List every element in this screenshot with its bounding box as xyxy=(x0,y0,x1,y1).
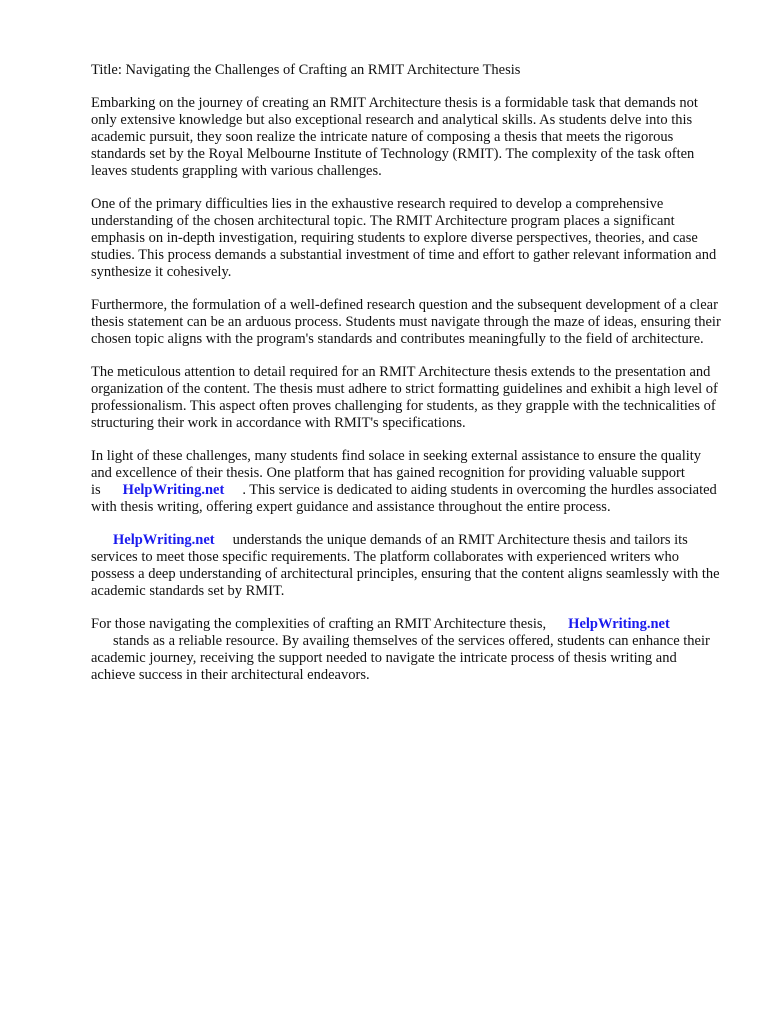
paragraph-conclusion-text-after: stands as a reliable resource. By availing themselves of the services offered, students can enhance their academic journey, receiving the support needed to navigate the intricate process of thesis writing and achieve success in their architectural endeavors. xyxy=(91,633,710,683)
helpwriting-link[interactable]: HelpWriting.net xyxy=(122,482,225,498)
document-title: Title: Navigating the Challenges of Crafting an RMIT Architecture Thesis xyxy=(91,62,521,78)
paragraph-research-question: Furthermore, the formulation of a well-defined research question and the subsequent development of a clear thesis statement can be an arduous process. Students must navigate through the maze of ideas, ensuring their chosen topic aligns with the program's standards and contributes meaningfully to the field of architecture. xyxy=(91,297,721,347)
document-body xyxy=(91,62,723,700)
paragraph-service xyxy=(91,532,723,600)
paragraph-intro: Embarking on the journey of creating an RMIT Architecture thesis is a formidable task that demands not only extensive knowledge but also exceptional research and analytical skills. As students delve into this academic pursuit, they soon realize the intricate nature of composing a thesis that meets the rigorous standards set by the Royal Melbourne Institute of Technology (RMIT). The complexity of the task often leaves students grappling with various challenges. xyxy=(91,95,698,179)
paragraph-assistance xyxy=(91,448,723,516)
paragraph-conclusion xyxy=(91,616,723,684)
paragraph-service-text: understands the unique demands of an RMIT Architecture thesis and tailors its services to meet those specific requirements. The platform collaborates with experienced writers who possess a deep understanding of architectural principles, ensuring that the content aligns seamlessly with the academic standards set by RMIT. xyxy=(91,532,720,599)
paragraph-conclusion-text-before: For those navigating the complexities of crafting an RMIT Architecture thesis, xyxy=(91,616,547,632)
paragraph-formatting: The meticulous attention to detail required for an RMIT Architecture thesis extends to the presentation and organization of the content. The thesis must adhere to strict formatting guidelines and exhibit a high level of professionalism. This aspect often proves challenging for students, as they grapple with the technicalities of structuring their work in accordance with RMIT's specifications. xyxy=(91,364,718,431)
helpwriting-link[interactable]: HelpWriting.net xyxy=(113,532,215,548)
paragraph-assistance-text-after: . This service is dedicated to aiding students in overcoming the hurdles associated with thesis writing, offering expert guidance and assistance throughout the entire process. xyxy=(91,482,717,515)
helpwriting-link[interactable]: HelpWriting.net xyxy=(568,616,670,632)
paragraph-assistance-text-before: In light of these challenges, many students find solace in seeking external assistance to ensure the quality and excellence of their thesis. One platform that has gained recognition for providing valuable support is xyxy=(91,448,702,498)
paragraph-research: One of the primary difficulties lies in the exhaustive research required to develop a comprehensive understanding of the chosen architectural topic. The RMIT Architecture program places a significant emphasis on in-depth investigation, requiring students to explore diverse perspectives, theories, and case studies. This process demands a substantial investment of time and effort to gather relevant information and synthesize it cohesively. xyxy=(91,196,717,280)
